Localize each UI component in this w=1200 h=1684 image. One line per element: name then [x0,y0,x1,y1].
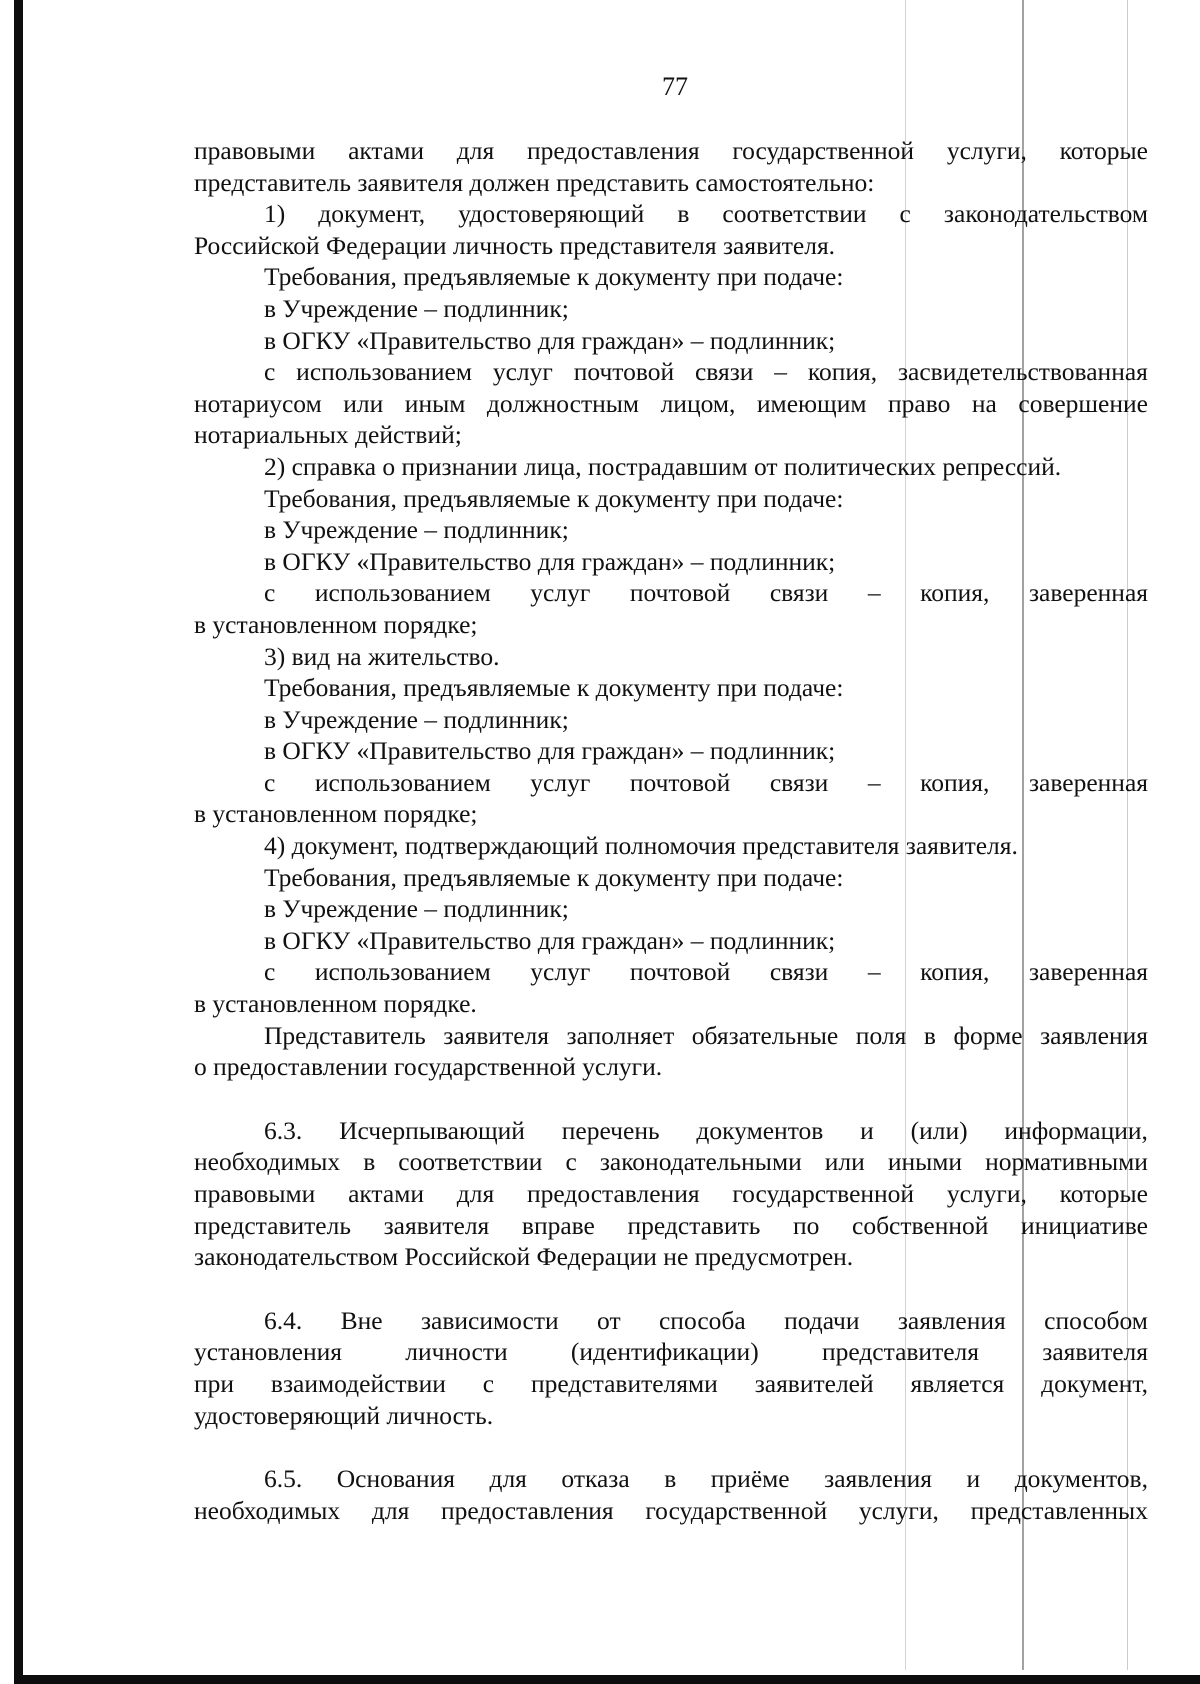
text-line: в ОГКУ «Правительство для граждан» – подлинник; [264,325,836,355]
text-line: 2) справка о признании лица, пострадавшим от политических репрессий. [264,451,1062,481]
document-body [194,135,1148,1526]
text-line: с использованием услуг почтовой связи – копия, заверенная [264,578,1148,608]
text-line: представитель заявителя должен представить самостоятельно: [194,167,875,197]
text-line: правовыми актами для предоставления государственной услуги, которые [194,136,1148,165]
text-line: в ОГКУ «Правительство для граждан» – подлинник; [264,736,836,766]
text-line: удостоверяющий личность. [194,1400,494,1430]
text-line: 6.4. Вне зависимости от способа подачи заявления способом [264,1305,1148,1335]
text-line: в Учреждение – подлинник; [264,293,569,323]
text-line: правовыми актами для предоставления государственной услуги, которые [194,1179,1148,1208]
text-line: необходимых для предоставления государственной услуги, представленных [194,1495,1148,1525]
paragraph-gap [194,1083,1148,1115]
text-line: в установленном порядке. [194,989,477,1019]
text-line: при взаимодействии с представителями заявителей является документ, [194,1368,1148,1398]
text-line: 6.3. Исчерпывающий перечень документов и (или) информации, [264,1115,1148,1145]
text-line: представитель заявителя вправе представить по собственной инициативе [194,1210,1148,1240]
text-line: в установленном порядке; [194,799,478,829]
text-line: с использованием услуг почтовой связи – копия, заверенная [264,957,1148,987]
text-line: Требования, предъявляемые к документу при подаче: [264,483,844,513]
scan-border-left [14,0,23,1676]
text-line: Требования, предъявляемые к документу при подаче: [264,673,844,703]
text-line: Представитель заявителя заполняет обязательные поля в форме заявления [264,1020,1148,1050]
text-line: 3) вид на жительство. [264,641,500,671]
text-line: в ОГКУ «Правительство для граждан» – подлинник; [264,925,836,955]
text-line: 1) документ, удостоверяющий в соответствии с законодательством [264,199,1148,229]
text-line: 6.5. Основания для отказа в приёме заявления и документов, [264,1464,1148,1494]
text-line: с использованием услуг почтовой связи – копия, засвидетельствованная [264,357,1148,387]
text-line: Российской Федерации личность представителя заявителя. [194,230,836,260]
text-line: Требования, предъявляемые к документу при подаче: [264,262,844,292]
text-line: в ОГКУ «Правительство для граждан» – подлинник; [264,546,836,576]
text-line: установления личности (идентификации) представителя заявителя [194,1337,1148,1367]
text-line: 4) документ, подтверждающий полномочия представителя заявителя. [264,831,1018,861]
paragraph-gap [194,1273,1148,1305]
text-line: законодательством Российской Федерации не предусмотрен. [194,1242,854,1272]
text-line: нотариусом или иным должностным лицом, имеющим право на совершение [194,388,1148,418]
text-line: Требования, предъявляемые к документу при подаче: [264,862,844,892]
text-line: в установленном порядке; [194,609,478,639]
paragraph-gap [194,1431,1148,1463]
text-line: в Учреждение – подлинник; [264,704,569,734]
text-line: необходимых в соответствии с законодательными или иными нормативными [194,1147,1148,1177]
text-line: в Учреждение – подлинник; [264,894,569,924]
text-line: о предоставлении государственной услуги. [194,1052,663,1082]
page-number: 77 [662,72,688,101]
text-line: в Учреждение – подлинник; [264,515,569,545]
text-line: нотариальных действий; [194,420,462,450]
scan-border-bottom [14,1675,1200,1684]
text-line: с использованием услуг почтовой связи – копия, заверенная [264,767,1148,797]
